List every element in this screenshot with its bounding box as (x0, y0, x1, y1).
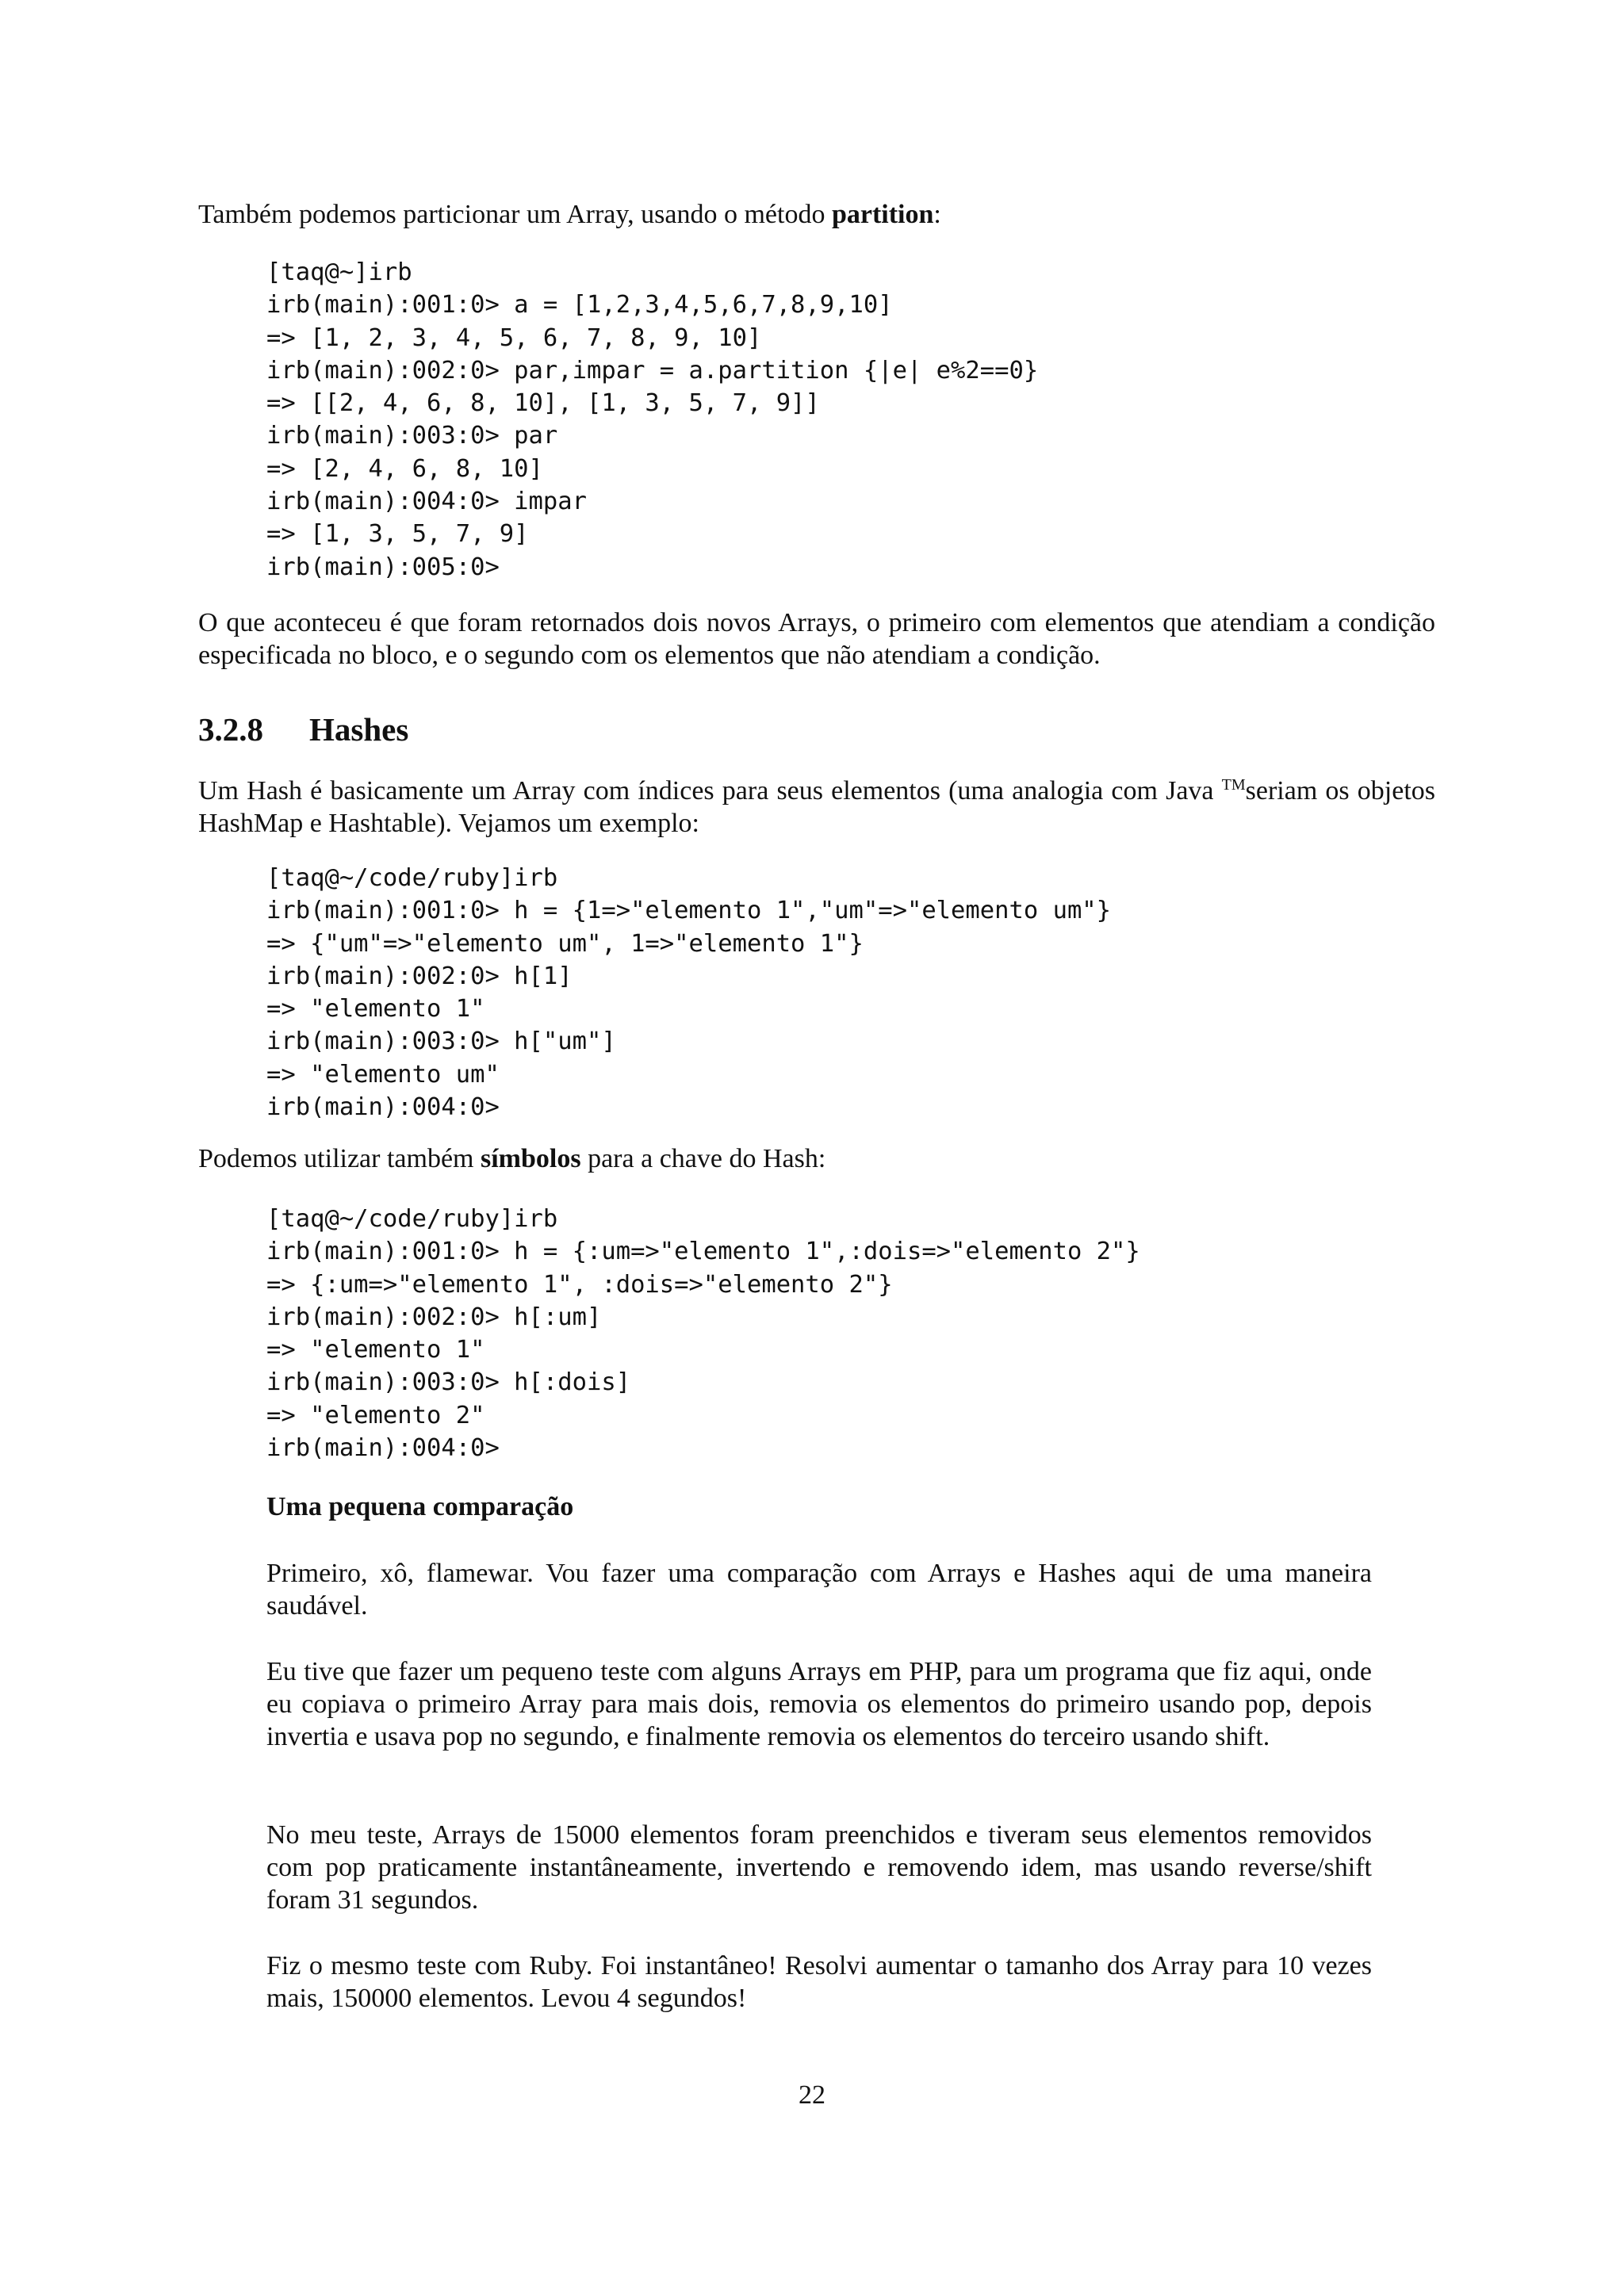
code-line: => {:um=>"elemento 1", :dois=>"elemento 2"} (266, 1270, 893, 1299)
code-line: irb(main):003:0> h[:dois] (266, 1368, 631, 1397)
code-block-partition (266, 256, 1038, 584)
section-heading (198, 710, 408, 749)
comparison-paragraph-4: Fiz o mesmo teste com Ruby. Foi instantâneo! Resolvi aumentar o tamanho dos Array para 10 vezes mais, 150000 elementos. Levou 4 segundos! (266, 1951, 1372, 2013)
comparison-paragraph-3: No meu teste, Arrays de 15000 elementos foram preenchidos e tiveram seus elementos removidos com pop praticamente instantâneamente, invertendo e removendo idem, mas usando reverse/shift foram 31 segundos. (266, 1820, 1372, 1915)
code-line: [taq@~]irb (266, 258, 412, 286)
section-title: Hashes (309, 711, 409, 748)
code-line: irb(main):003:0> h["um"] (266, 1027, 616, 1056)
comparison-paragraph-1: Primeiro, xô, flamewar. Vou fazer uma comparação com Arrays e Hashes aqui de uma maneira saudável. (266, 1559, 1372, 1621)
symbols-intro-text-after: para a chave do Hash: (580, 1144, 826, 1173)
symbols-intro (198, 1142, 1435, 1175)
symbols-intro-text: Podemos utilizar também (198, 1144, 481, 1173)
code-line: => "elemento um" (266, 1060, 500, 1089)
code-line: => [[2, 4, 6, 8, 10], [1, 3, 5, 7, 9]] (266, 389, 820, 418)
code-line: irb(main):001:0> a = [1,2,3,4,5,6,7,8,9,10] (266, 291, 893, 320)
code-line: => "elemento 2" (266, 1401, 485, 1429)
code-line: irb(main):002:0> par,impar = a.partition {|e| e%2==0} (266, 356, 1039, 385)
trademark-mark: TM (1221, 776, 1246, 794)
code-line: irb(main):004:0> (266, 1093, 500, 1122)
code-line: => {"um"=>"elemento um", 1=>"elemento 1"} (266, 929, 864, 958)
code-line: => [1, 3, 5, 7, 9] (266, 520, 529, 549)
code-line: irb(main):002:0> h[1] (266, 962, 573, 990)
code-line: irb(main):002:0> h[:um] (266, 1303, 602, 1331)
comparison-paragraph-2: Eu tive que fazer um pequeno teste com alguns Arrays em PHP, para um programa que fiz aqui, onde eu copiava o primeiro Array para mais dois, removia os elementos do primeiro usando pop, depois invertia e usava pop no segundo, e finalmente removia os elementos do terceiro usando shift. (266, 1657, 1372, 1751)
code-line: irb(main):003:0> par (266, 422, 558, 450)
code-line: => "elemento 1" (266, 995, 485, 1024)
code-line: irb(main):005:0> (266, 553, 500, 581)
hash-intro-paragraph (198, 769, 1435, 840)
explanation-paragraph: O que aconteceu é que foram retornados dois novos Arrays, o primeiro com elementos que atendiam a condição especificada no bloco, e o segundo com os elementos que não atendiam a condição. (198, 608, 1435, 670)
code-line: irb(main):001:0> h = {1=>"elemento 1","um"=>"elemento um"} (266, 897, 1112, 925)
symbols-keyword: símbolos (481, 1144, 581, 1173)
code-line: => "elemento 1" (266, 1336, 485, 1364)
intro-text: Também podemos particionar um Array, usando o método (198, 200, 832, 229)
code-line: => [1, 2, 3, 4, 5, 6, 7, 8, 9, 10] (266, 323, 762, 352)
code-line: => [2, 4, 6, 8, 10] (266, 454, 543, 483)
partition-intro (198, 198, 1435, 231)
code-line: irb(main):001:0> h = {:um=>"elemento 1",:dois=>"elemento 2"} (266, 1238, 1140, 1266)
hash-intro-text-after: seriam os objetos HashMap e Hashtable). Vejamos um exemplo: (198, 776, 1435, 838)
code-block-symbols (266, 1203, 1140, 1464)
code-line: [taq@~/code/ruby]irb (266, 864, 558, 892)
page-number: 22 (799, 2080, 825, 2110)
intro-colon: : (933, 200, 941, 229)
method-name: partition (831, 200, 934, 229)
section-number: 3.2.8 (198, 711, 263, 748)
code-line: [taq@~/code/ruby]irb (266, 1205, 558, 1233)
code-line: irb(main):004:0> impar (266, 488, 587, 516)
code-line: irb(main):004:0> (266, 1434, 500, 1463)
comparison-heading: Uma pequena comparação (266, 1492, 574, 1521)
hash-intro-text: Um Hash é basicamente um Array com índices para seus elementos (uma analogia com Java (198, 776, 1222, 806)
code-block-hash (266, 862, 1111, 1123)
